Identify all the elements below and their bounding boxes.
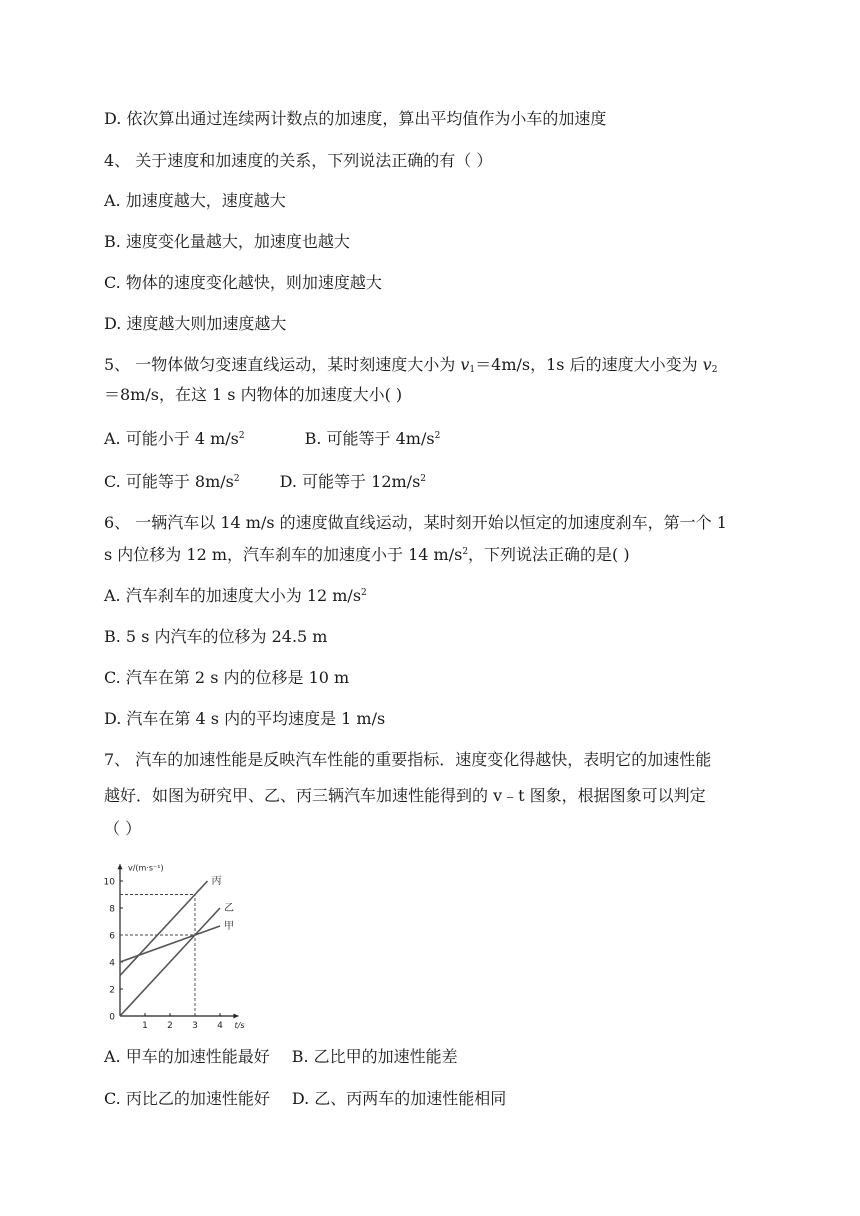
series-line-1 bbox=[120, 881, 208, 976]
vt-graph bbox=[98, 838, 278, 1038]
x-tick-label: 3 bbox=[192, 1021, 198, 1031]
x-tick-label: 2 bbox=[167, 1021, 173, 1031]
q6-line2-sup: 2 bbox=[462, 547, 469, 557]
q4-option-a: A. 加速度越大，速度越大 bbox=[104, 191, 286, 210]
q5-pre: 5、 一物体做匀变速直线运动，某时刻速度大小为 bbox=[104, 355, 461, 374]
series-label-3: 甲 bbox=[224, 920, 234, 932]
y-tick-label: 4 bbox=[109, 958, 115, 969]
q5-option-d: D. 可能等于 12m/s bbox=[279, 472, 421, 491]
q5-option-b: B. 可能等于 4m/s bbox=[304, 429, 435, 448]
x-axis-label: t/s bbox=[234, 1021, 245, 1030]
q6-option-a-text: A. 汽车刹车的加速度大小为 12 m/s bbox=[104, 586, 362, 605]
y-tick-label: 6 bbox=[109, 931, 115, 942]
x-axis-arrow bbox=[234, 1014, 239, 1019]
q5-b-sup: 2 bbox=[434, 431, 441, 441]
q4-option-d: D. 速度越大则加速度越大 bbox=[104, 314, 287, 333]
q7-option-c: C. 丙比乙的加速性能好 bbox=[104, 1089, 270, 1108]
q7-option-b: B. 乙比甲的加速性能差 bbox=[291, 1047, 458, 1066]
y-axis-arrow bbox=[118, 864, 123, 869]
series-line-2 bbox=[120, 908, 220, 1016]
y-axis-label: v/(m·s⁻¹) bbox=[128, 863, 164, 873]
q5-v2: v bbox=[702, 355, 712, 374]
q5-v1: v bbox=[460, 355, 470, 374]
q5-mid: ＝4m/s，1s 后的速度大小变为 bbox=[475, 355, 703, 374]
q7-options-ab bbox=[104, 1046, 458, 1068]
q7-stem-line1: 7、 汽车的加速性能是反映汽车性能的重要指标．速度变化得越快，表明它的加速性能 bbox=[104, 750, 712, 769]
q7-option-a: A. 甲车的加速性能最好 bbox=[104, 1047, 270, 1066]
q5-c-sup: 2 bbox=[233, 474, 240, 484]
series-label-2: 乙 bbox=[224, 903, 234, 914]
q6-line2a: s 内位移为 12 m，汽车刹车的加速度小于 14 m/s bbox=[104, 545, 463, 564]
q7-option-d: D. 乙、丙两车的加速性能相同 bbox=[291, 1089, 507, 1108]
q6-option-a bbox=[104, 585, 367, 607]
q5-v2-sub: 2 bbox=[711, 365, 718, 375]
q6-a-sup: 2 bbox=[361, 588, 367, 598]
q7-stem-line3: （ ） bbox=[104, 819, 142, 838]
q4-option-b: B. 速度变化量越大，加速度也越大 bbox=[104, 232, 350, 251]
series-line-3 bbox=[120, 926, 220, 962]
q4-option-c: C. 物体的速度变化越快，则加速度越大 bbox=[104, 273, 382, 292]
x-tick-label: 4 bbox=[217, 1021, 223, 1031]
q5-stem-line2: ＝8m/s，在这 1 s 内物体的加速度大小( ) bbox=[104, 385, 403, 404]
q5-option-c: C. 可能等于 8m/s bbox=[104, 472, 234, 491]
q7-stem-line2: 越好．如图为研究甲、乙、丙三辆汽车加速性能得到的 v﹣t 图象，根据图象可以判定 bbox=[104, 786, 706, 805]
q5-stem-line1 bbox=[104, 354, 717, 376]
q5-d-sup: 2 bbox=[420, 474, 427, 484]
q7-options-cd bbox=[104, 1088, 506, 1110]
q5-options-cd bbox=[104, 471, 426, 493]
y-tick-label: 0 bbox=[109, 1012, 115, 1023]
q6-stem-line2 bbox=[104, 544, 630, 566]
y-tick-label: 10 bbox=[103, 877, 115, 888]
q6-option-c: C. 汽车在第 2 s 内的位移是 10 m bbox=[104, 668, 350, 687]
y-tick-label: 2 bbox=[109, 985, 115, 996]
q6-line2b: ，下列说法正确的是( ) bbox=[468, 545, 630, 564]
q6-stem-line1: 6、 一辆汽车以 14 m/s 的速度做直线运动，某时刻开始以恒定的加速度刹车，第一个 1 bbox=[104, 513, 727, 532]
q6-option-d: D. 汽车在第 4 s 内的平均速度是 1 m/s bbox=[104, 709, 386, 728]
q3-option-d: D. 依次算出通过连续两计数点的加速度，算出平均值作为小车的加速度 bbox=[104, 109, 607, 128]
y-tick-label: 8 bbox=[109, 904, 115, 915]
q4-stem: 4、 关于速度和加速度的关系，下列说法正确的有（ ） bbox=[104, 151, 493, 170]
series-label-1: 丙 bbox=[211, 876, 222, 887]
q5-v1-sub: 1 bbox=[469, 365, 476, 375]
x-tick-label: 1 bbox=[142, 1021, 148, 1031]
q6-option-b: B. 5 s 内汽车的位移为 24.5 m bbox=[104, 627, 328, 646]
q5-a-sup: 2 bbox=[238, 431, 245, 441]
q5-options-ab bbox=[104, 428, 440, 450]
q5-option-a: A. 可能小于 4 m/s bbox=[104, 429, 239, 448]
